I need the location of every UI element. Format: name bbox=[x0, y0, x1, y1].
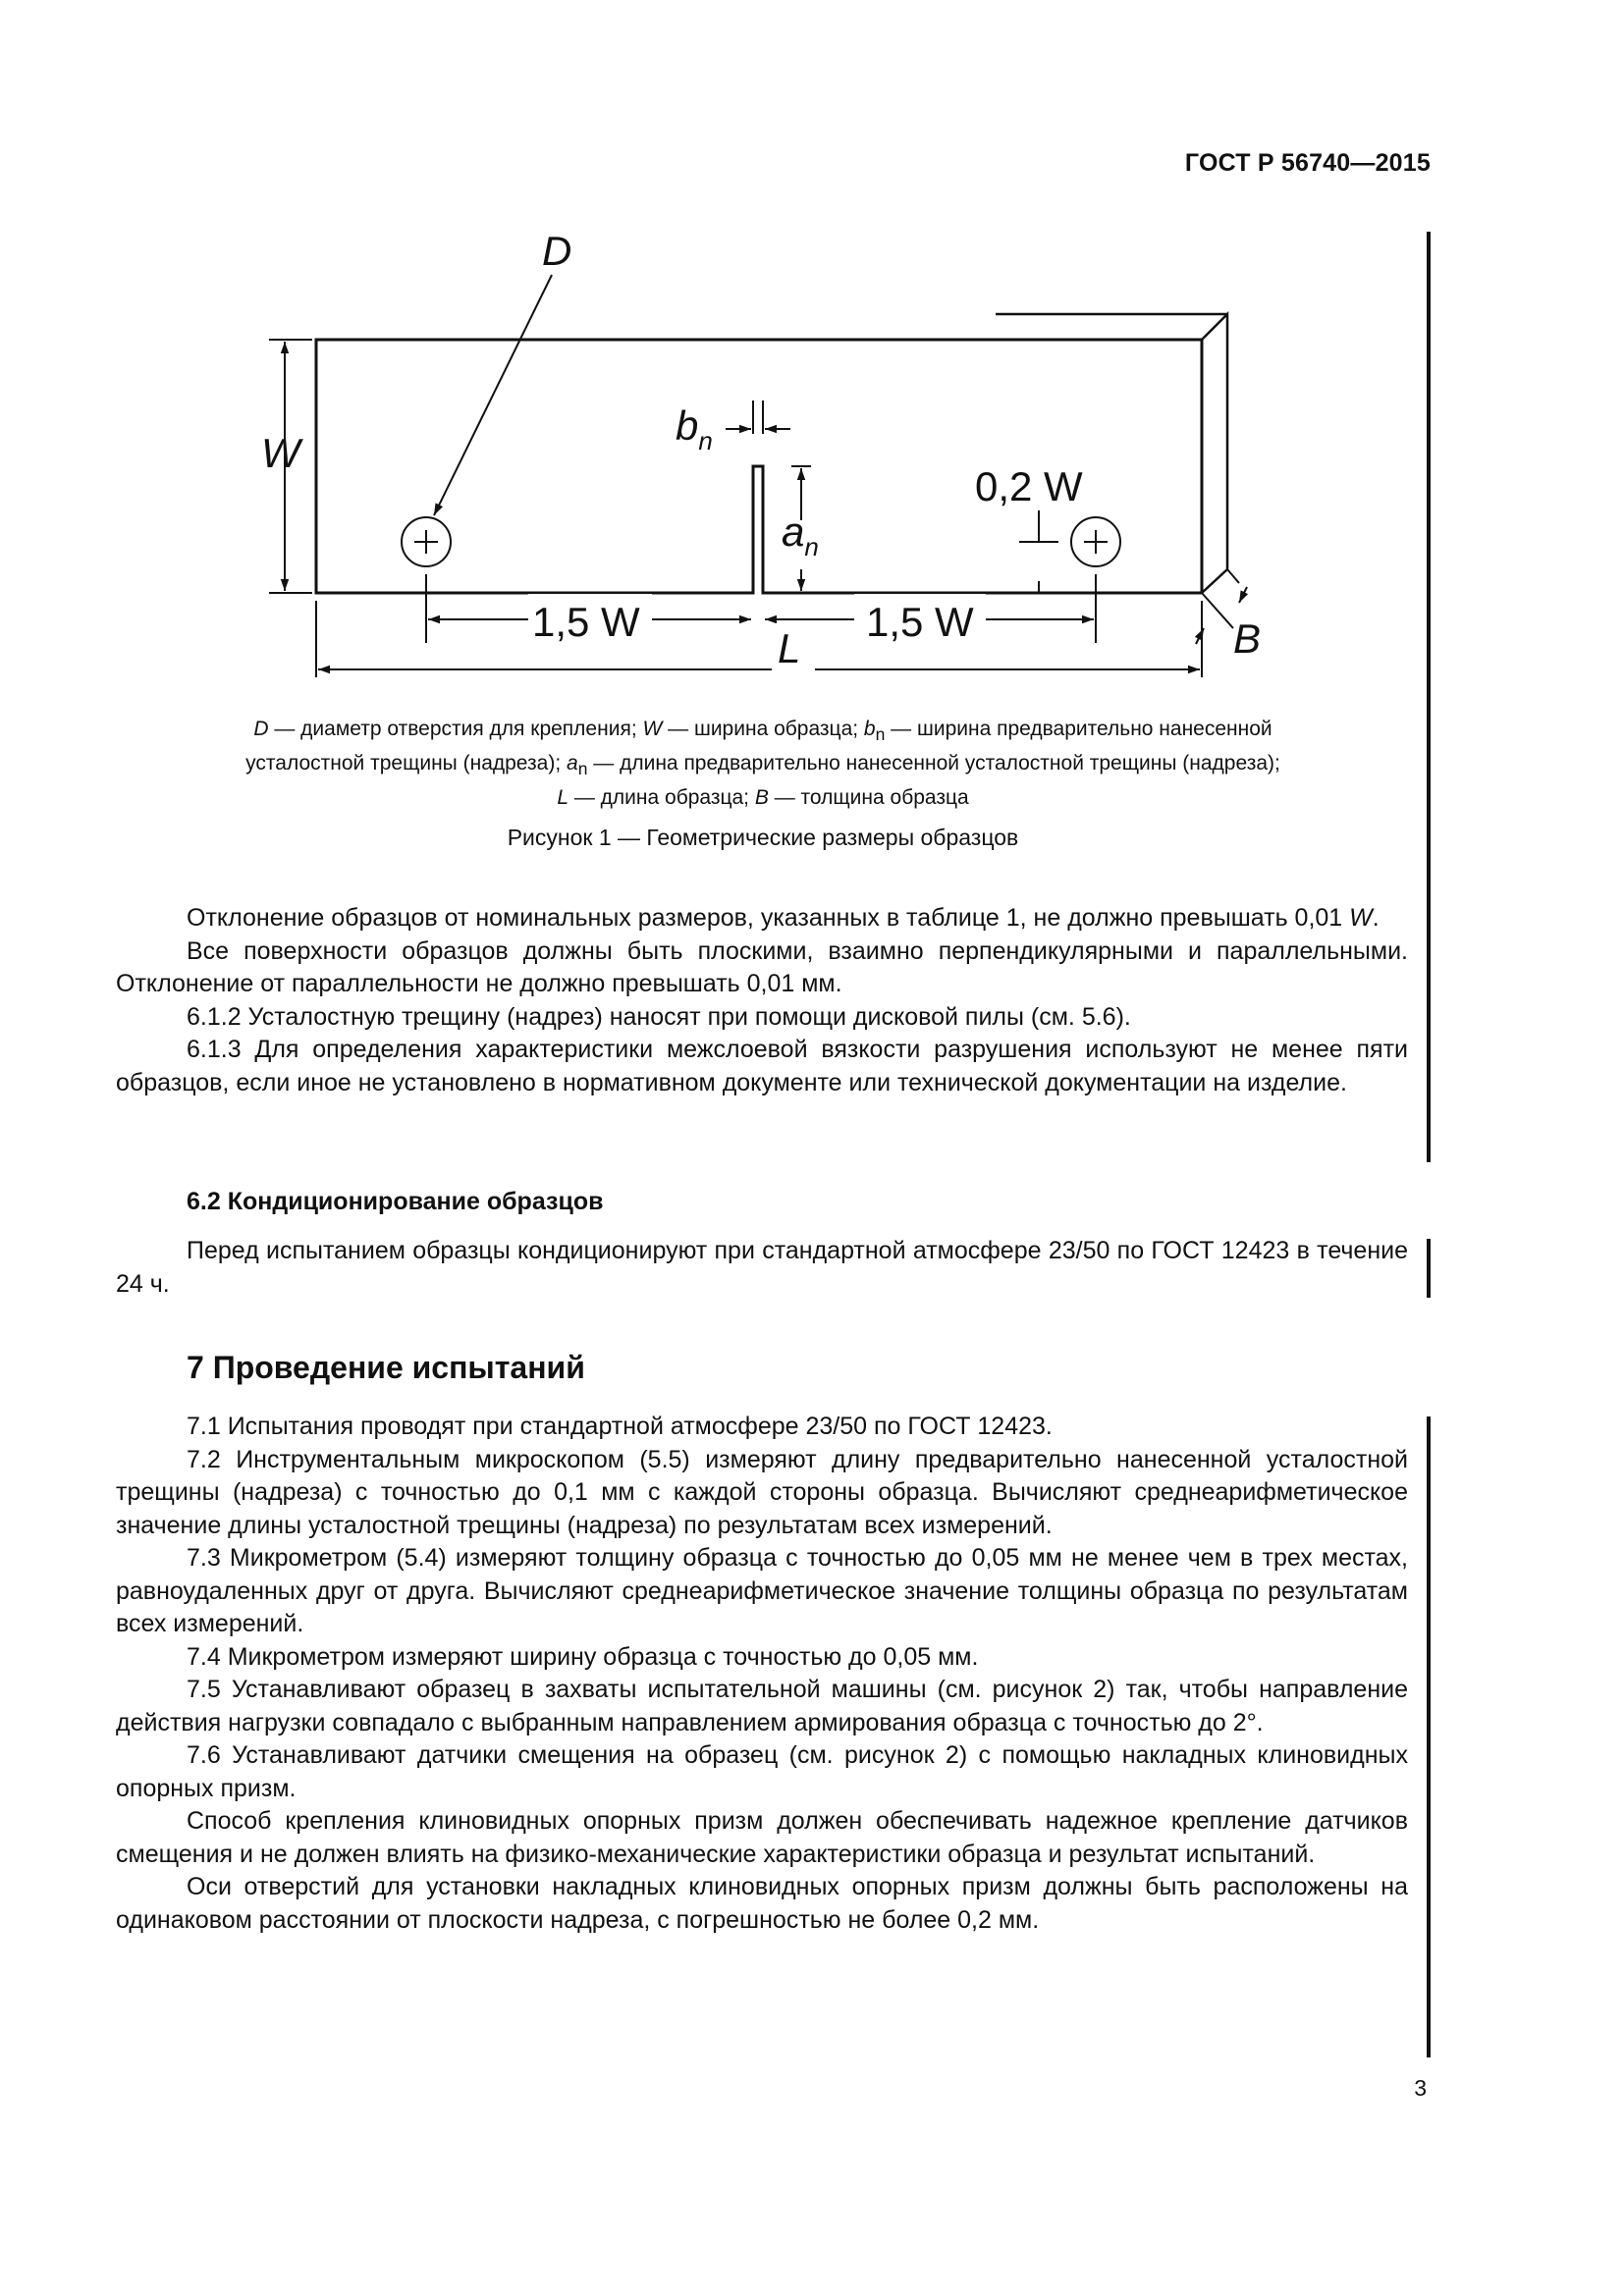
label-1-5w-left: 1,5 W bbox=[532, 599, 640, 645]
paragraph: 7.5 Устанавливают образец в захваты испытательной машины (см. рисунок 2) так, чтобы направление действия нагрузки совпадало с выбранным направлением армирования образца с точностью до 2°. bbox=[116, 1676, 1408, 1736]
label-w: W bbox=[261, 430, 300, 476]
paragraph: Оси отверстий для установки накладных клиновидных опорных призм должны быть расположены на одинаковом расстоянии от плоскости надреза, с погрешностью не более 0,2 мм. bbox=[116, 1873, 1408, 1934]
paragraph: 7.4 Микрометром измеряют ширину образца с точностью до 0,05 мм. bbox=[187, 1642, 979, 1671]
label-d: D bbox=[542, 228, 572, 274]
figure-title: Рисунок 1 — Геометрические размеры образцов bbox=[507, 825, 1019, 850]
page-number: 3 bbox=[1414, 2075, 1427, 2101]
d-leader bbox=[434, 275, 552, 515]
paragraph: 7.3 Микрометром (5.4) измеряют толщину образца с точностью до 0,05 мм не менее чем в трех местах, равноудаленных друг от друга. Вычисляют среднеарифметическое значение толщины образца по результатам всех измерений. bbox=[116, 1544, 1408, 1637]
paragraph: 7.6 Устанавливают датчики смещения на образец (см. рисунок 2) с помощью накладных клиновидных опорных призм. bbox=[116, 1741, 1408, 1802]
label-l: L bbox=[778, 625, 801, 671]
label-0-2w: 0,2 W bbox=[975, 463, 1083, 509]
section-6-2-text bbox=[116, 1235, 1408, 1301]
specimen-geometry-figure bbox=[0, 0, 1624, 707]
legend-line: усталостной трещины (надреза); $a_n$ — длина предварительно нанесенной усталостной трещины (надреза); bbox=[245, 752, 1280, 779]
change-bar bbox=[1427, 1416, 1431, 2057]
figure-legend bbox=[147, 715, 1379, 813]
paragraph: Все поверхности образцов должны быть плоскими, взаимно перпендикулярными и параллельными. Отклонение от параллельности не должно превышать 0,01 мм. bbox=[116, 936, 1408, 997]
legend-line: D — диаметр отверстия для крепления; W — ширина образца; $b_n$ — ширина предварительно нанесенной bbox=[253, 718, 1272, 745]
label-1-5w-right: 1,5 W bbox=[866, 599, 974, 645]
section-6-2-heading: 6.2 Кондиционирование образцов bbox=[187, 1188, 604, 1215]
legend-line: L — длина образца; B — толщина образца bbox=[557, 786, 969, 810]
label-an: $a_n$ bbox=[782, 508, 819, 561]
paragraph: Перед испытанием образцы кондиционируют при стандартной атмосфере 23/50 по ГОСТ 12423 в течение 24 ч. bbox=[116, 1237, 1408, 1298]
document-id: ГОСТ Р 56740—2015 bbox=[1184, 149, 1431, 177]
paragraph: 6.1.2 Усталостную трещину (надрез) наносят при помощи дисковой пилы (см. 5.6). bbox=[187, 1002, 1131, 1031]
change-bar bbox=[1427, 1239, 1431, 1298]
paragraph: 6.1.3 Для определения характеристики межслоевой вязкости разрушения используют не менее пяти образцов, если иное не установлено в нормативном документе или технической документации на изделие. bbox=[116, 1036, 1408, 1096]
paragraph: 7.1 Испытания проводят при стандартной атмосфере 23/50 по ГОСТ 12423. bbox=[187, 1413, 1053, 1440]
paragraph: Отклонение образцов от номинальных размеров, указанных в таблице 1, не должно превышать 0,01 W. bbox=[187, 904, 1380, 932]
section-6-1-text bbox=[116, 902, 1408, 1099]
section-7-text bbox=[116, 1411, 1408, 1937]
specimen-side-face bbox=[1202, 314, 1227, 593]
paragraph: Способ крепления клиновидных опорных призм должен обеспечивать надежное крепление датчиков смещения и не должен влиять на физико-механические характеристики образца и результат испытаний. bbox=[116, 1807, 1408, 1868]
offset-marker bbox=[1019, 510, 1058, 542]
paragraph: 7.2 Инструментальным микроскопом (5.5) измеряют длину предварительно нанесенной усталостной трещины (надреза) с точностью до 0,1 мм с каждой стороны образца. Вычисляют среднеарифметическое значение длины усталостной трещины (надреза) по результатам всех измерений. bbox=[116, 1445, 1408, 1539]
label-bn: $b_n$ bbox=[676, 402, 713, 455]
label-b: B bbox=[1233, 615, 1262, 662]
section-7-heading: 7 Проведение испытаний bbox=[187, 1350, 585, 1385]
